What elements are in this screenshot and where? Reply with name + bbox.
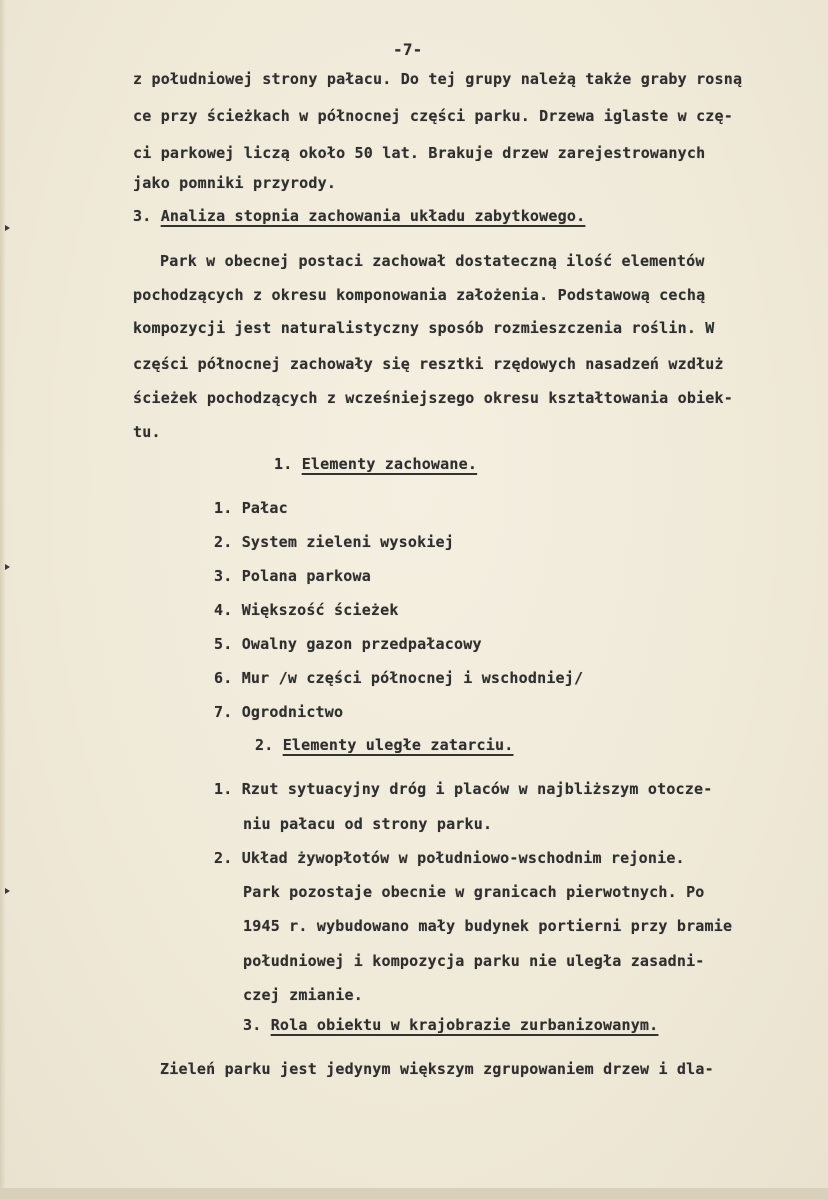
- text-line: z południowej strony pałacu. Do tej grupy należą także graby rosną: [133, 70, 743, 88]
- list-item: [214, 703, 343, 721]
- list-item: [214, 601, 399, 619]
- list-item: [214, 635, 482, 653]
- subsection-heading: [274, 455, 477, 473]
- text-line: południowej i kompozycja parku nie uległa zasadni-: [243, 952, 705, 970]
- text-line: ci parkowej liczą około 50 lat. Brakuje drzew zarejestrowanych: [133, 144, 706, 162]
- subsection-heading: [243, 1016, 658, 1034]
- subsection-title: Elementy uległe zatarciu.: [282, 736, 514, 754]
- subsection-number: 1.: [274, 455, 293, 473]
- page-edge-shadow: [0, 0, 6, 1199]
- list-item: [214, 567, 371, 585]
- text-line: części północnej zachowały się resztki rzędowych nasadzeń wzdłuż: [133, 355, 724, 373]
- list-item-number: 2.: [214, 849, 233, 867]
- section-heading: [133, 207, 585, 225]
- list-item-text: System zieleni wysokiej: [241, 533, 455, 551]
- section-title: Analiza stopnia zachowania układu zabytkowego.: [160, 207, 586, 225]
- list-item-text: Układ żywopłotów w południowo-wschodnim rejonie.: [241, 849, 685, 867]
- subsection-number: 3.: [243, 1016, 262, 1034]
- page-number: -7-: [393, 40, 423, 59]
- subsection-number: 2.: [255, 736, 274, 754]
- text-line: ce przy ścieżkach w północnej części parku. Drzewa iglaste w czę-: [133, 107, 733, 125]
- text-line: tu.: [133, 423, 161, 441]
- text-line: ścieżek pochodzących z wcześniejszego okresu kształtowania obiek-: [133, 389, 733, 407]
- list-item-number: 5.: [214, 635, 233, 653]
- list-item-text: Mur /w części północnej i wschodniej/: [241, 669, 584, 687]
- list-item-text: Ogrodnictwo: [241, 703, 344, 721]
- list-item-number: 6.: [214, 669, 233, 687]
- subsection-heading: [255, 736, 513, 754]
- list-item: [214, 533, 454, 551]
- subsection-title: Elementy zachowane.: [301, 455, 478, 473]
- list-item: [214, 780, 712, 798]
- list-item-number: 7.: [214, 703, 233, 721]
- text-line: jako pomniki przyrody.: [133, 174, 337, 192]
- text-line: czej zmianie.: [243, 986, 363, 1004]
- list-item-number: 3.: [214, 567, 233, 585]
- list-item: [214, 499, 288, 517]
- text-line: niu pałacu od strony parku.: [243, 815, 493, 833]
- margin-mark-icon: [5, 225, 10, 231]
- text-line: 1945 r. wybudowano mały budynek portierni przy bramie: [243, 917, 733, 935]
- section-number: 3.: [133, 207, 152, 225]
- text-line: pochodzących z okresu komponowania założenia. Podstawową cechą: [133, 286, 706, 304]
- text-line: Park w obecnej postaci zachował dostateczną ilość elementów: [160, 252, 705, 270]
- list-item-text: Pałac: [241, 499, 288, 517]
- text-line: kompozycji jest naturalistyczny sposób rozmieszczenia roślin. W: [133, 319, 715, 337]
- margin-mark-icon: [5, 564, 10, 570]
- list-item-text: Większość ścieżek: [241, 601, 399, 619]
- list-item: [214, 669, 583, 687]
- list-item-number: 4.: [214, 601, 233, 619]
- page-bottom-edge: [0, 1188, 828, 1199]
- subsection-title: Rola obiektu w krajobrazie zurbanizowanym.: [270, 1016, 659, 1034]
- text-line: Park pozostaje obecnie w granicach pierwotnych. Po: [243, 883, 705, 901]
- text-line: Zieleń parku jest jedynym większym zgrupowaniem drzew i dla-: [160, 1060, 714, 1078]
- list-item-number: 2.: [214, 533, 233, 551]
- list-item-number: 1.: [214, 499, 233, 517]
- list-item: [214, 849, 685, 867]
- list-item-text: Rzut sytuacyjny dróg i placów w najbliższym otocze-: [241, 780, 713, 798]
- list-item-text: Owalny gazon przedpałacowy: [241, 635, 482, 653]
- list-item-number: 1.: [214, 780, 233, 798]
- list-item-text: Polana parkowa: [241, 567, 371, 585]
- margin-mark-icon: [5, 888, 10, 894]
